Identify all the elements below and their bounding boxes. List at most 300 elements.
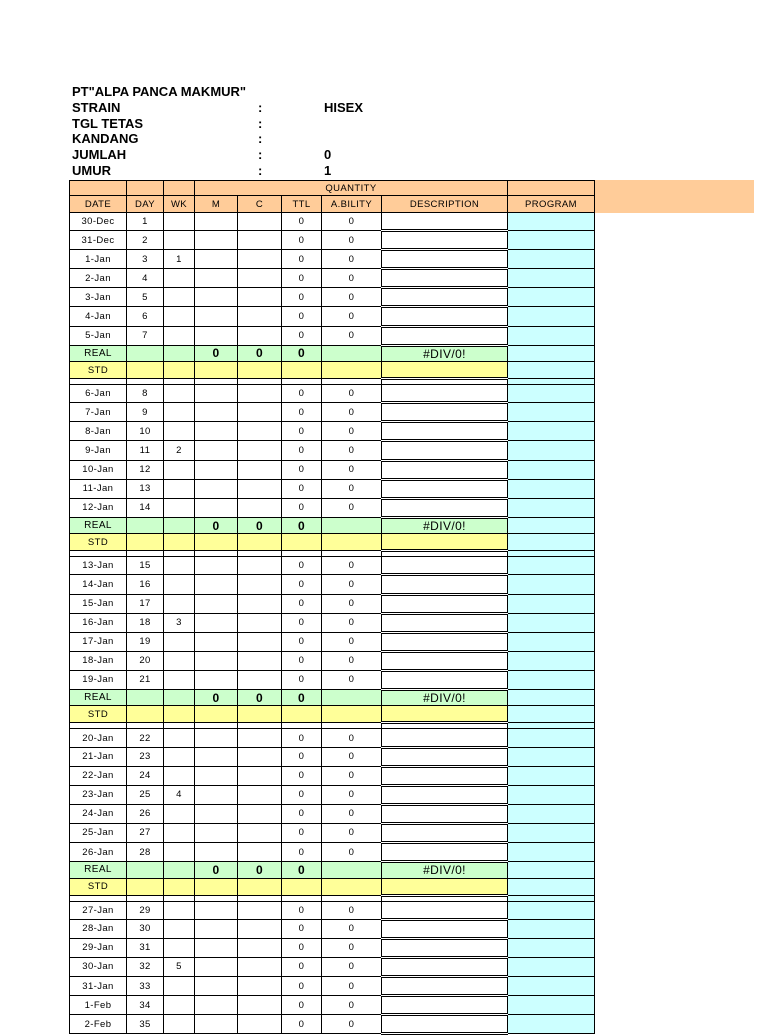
day-cell[interactable]: 25 bbox=[127, 785, 164, 804]
real-description-cell[interactable]: #DIV/0! bbox=[382, 862, 508, 879]
date-cell[interactable]: 9-Jan bbox=[70, 441, 127, 460]
ttl-cell[interactable]: 0 bbox=[282, 747, 322, 766]
ttl-cell[interactable]: 0 bbox=[282, 1015, 322, 1034]
day-cell[interactable]: 10 bbox=[127, 422, 164, 441]
m-cell[interactable] bbox=[195, 403, 238, 422]
std-description-cell[interactable] bbox=[382, 706, 508, 723]
ability-cell[interactable]: 0 bbox=[322, 385, 382, 403]
wk-cell[interactable] bbox=[164, 269, 195, 288]
std-label-cell[interactable]: STD bbox=[70, 362, 127, 379]
day-cell[interactable]: 8 bbox=[127, 385, 164, 403]
m-cell[interactable] bbox=[195, 231, 238, 250]
c-cell[interactable] bbox=[238, 479, 282, 498]
description-cell[interactable] bbox=[382, 613, 508, 632]
c-cell[interactable] bbox=[238, 422, 282, 441]
ttl-cell[interactable]: 0 bbox=[282, 441, 322, 460]
date-cell[interactable]: 31-Jan bbox=[70, 977, 127, 996]
std-ttl-cell[interactable] bbox=[282, 362, 322, 379]
day-cell[interactable]: 34 bbox=[127, 996, 164, 1015]
wk-cell[interactable] bbox=[164, 823, 195, 842]
day-cell[interactable]: 4 bbox=[127, 269, 164, 288]
program-cell[interactable] bbox=[508, 575, 595, 594]
day-cell[interactable]: 14 bbox=[127, 498, 164, 517]
description-cell[interactable] bbox=[382, 269, 508, 288]
real-c-cell[interactable]: 0 bbox=[238, 689, 282, 706]
program-cell[interactable] bbox=[508, 557, 595, 575]
real-c-cell[interactable]: 0 bbox=[238, 862, 282, 879]
description-cell[interactable] bbox=[382, 632, 508, 651]
ttl-cell[interactable]: 0 bbox=[282, 385, 322, 403]
program-cell[interactable] bbox=[508, 326, 595, 345]
program-cell[interactable] bbox=[508, 441, 595, 460]
m-cell[interactable] bbox=[195, 938, 238, 957]
ability-cell[interactable]: 0 bbox=[322, 307, 382, 326]
program-cell[interactable] bbox=[508, 823, 595, 842]
ability-cell[interactable]: 0 bbox=[322, 919, 382, 938]
day-cell[interactable]: 28 bbox=[127, 843, 164, 862]
date-cell[interactable]: 1-Feb bbox=[70, 996, 127, 1015]
std-label-cell[interactable]: STD bbox=[70, 706, 127, 723]
day-cell[interactable]: 32 bbox=[127, 957, 164, 976]
date-cell[interactable]: 21-Jan bbox=[70, 747, 127, 766]
c-cell[interactable] bbox=[238, 977, 282, 996]
m-cell[interactable] bbox=[195, 957, 238, 976]
description-cell[interactable] bbox=[382, 441, 508, 460]
ttl-cell[interactable]: 0 bbox=[282, 498, 322, 517]
day-cell[interactable]: 27 bbox=[127, 823, 164, 842]
description-cell[interactable] bbox=[382, 307, 508, 326]
c-cell[interactable] bbox=[238, 1015, 282, 1034]
date-cell[interactable]: 13-Jan bbox=[70, 557, 127, 575]
wk-cell[interactable]: 3 bbox=[164, 613, 195, 632]
day-cell[interactable]: 6 bbox=[127, 307, 164, 326]
wk-cell[interactable] bbox=[164, 747, 195, 766]
std-ability-cell[interactable] bbox=[322, 706, 382, 723]
c-cell[interactable] bbox=[238, 747, 282, 766]
ttl-cell[interactable]: 0 bbox=[282, 901, 322, 919]
program-cell[interactable] bbox=[508, 632, 595, 651]
m-cell[interactable] bbox=[195, 766, 238, 785]
ttl-cell[interactable]: 0 bbox=[282, 575, 322, 594]
wk-cell[interactable] bbox=[164, 670, 195, 689]
c-cell[interactable] bbox=[238, 213, 282, 231]
m-cell[interactable] bbox=[195, 498, 238, 517]
m-cell[interactable] bbox=[195, 804, 238, 823]
std-ability-cell[interactable] bbox=[322, 878, 382, 895]
real-c-cell[interactable]: 0 bbox=[238, 517, 282, 534]
std-c-cell[interactable] bbox=[238, 534, 282, 551]
m-cell[interactable] bbox=[195, 632, 238, 651]
program-cell[interactable] bbox=[508, 594, 595, 613]
ability-cell[interactable]: 0 bbox=[322, 479, 382, 498]
program-cell[interactable] bbox=[508, 901, 595, 919]
description-cell[interactable] bbox=[382, 938, 508, 957]
ability-cell[interactable]: 0 bbox=[322, 996, 382, 1015]
c-cell[interactable] bbox=[238, 575, 282, 594]
date-cell[interactable]: 28-Jan bbox=[70, 919, 127, 938]
std-wk-cell[interactable] bbox=[164, 534, 195, 551]
m-cell[interactable] bbox=[195, 441, 238, 460]
std-day-cell[interactable] bbox=[127, 878, 164, 895]
real-m-cell[interactable]: 0 bbox=[195, 689, 238, 706]
wk-cell[interactable] bbox=[164, 231, 195, 250]
ttl-cell[interactable]: 0 bbox=[282, 766, 322, 785]
description-cell[interactable] bbox=[382, 957, 508, 976]
real-m-cell[interactable]: 0 bbox=[195, 345, 238, 362]
description-cell[interactable] bbox=[382, 403, 508, 422]
c-cell[interactable] bbox=[238, 996, 282, 1015]
ttl-cell[interactable]: 0 bbox=[282, 957, 322, 976]
description-cell[interactable] bbox=[382, 422, 508, 441]
date-cell[interactable]: 5-Jan bbox=[70, 326, 127, 345]
ttl-cell[interactable]: 0 bbox=[282, 670, 322, 689]
description-cell[interactable] bbox=[382, 977, 508, 996]
c-cell[interactable] bbox=[238, 651, 282, 670]
description-cell[interactable] bbox=[382, 594, 508, 613]
ttl-cell[interactable]: 0 bbox=[282, 288, 322, 307]
description-cell[interactable] bbox=[382, 919, 508, 938]
c-cell[interactable] bbox=[238, 785, 282, 804]
ability-cell[interactable]: 0 bbox=[322, 651, 382, 670]
ability-cell[interactable]: 0 bbox=[322, 498, 382, 517]
ttl-cell[interactable]: 0 bbox=[282, 269, 322, 288]
date-cell[interactable]: 27-Jan bbox=[70, 901, 127, 919]
date-cell[interactable]: 3-Jan bbox=[70, 288, 127, 307]
m-cell[interactable] bbox=[195, 843, 238, 862]
m-cell[interactable] bbox=[195, 670, 238, 689]
std-m-cell[interactable] bbox=[195, 362, 238, 379]
ability-cell[interactable]: 0 bbox=[322, 632, 382, 651]
real-day-cell[interactable] bbox=[127, 862, 164, 879]
wk-cell[interactable] bbox=[164, 498, 195, 517]
ability-cell[interactable]: 0 bbox=[322, 460, 382, 479]
ability-cell[interactable]: 0 bbox=[322, 575, 382, 594]
day-cell[interactable]: 22 bbox=[127, 729, 164, 747]
description-cell[interactable] bbox=[382, 250, 508, 269]
real-ttl-cell[interactable]: 0 bbox=[282, 517, 322, 534]
std-program-cell[interactable] bbox=[508, 878, 595, 895]
real-wk-cell[interactable] bbox=[164, 345, 195, 362]
c-cell[interactable] bbox=[238, 670, 282, 689]
real-description-cell[interactable]: #DIV/0! bbox=[382, 345, 508, 362]
wk-cell[interactable] bbox=[164, 403, 195, 422]
program-cell[interactable] bbox=[508, 479, 595, 498]
ability-cell[interactable]: 0 bbox=[322, 823, 382, 842]
wk-cell[interactable] bbox=[164, 632, 195, 651]
m-cell[interactable] bbox=[195, 479, 238, 498]
ttl-cell[interactable]: 0 bbox=[282, 479, 322, 498]
date-cell[interactable]: 8-Jan bbox=[70, 422, 127, 441]
m-cell[interactable] bbox=[195, 729, 238, 747]
m-cell[interactable] bbox=[195, 250, 238, 269]
date-cell[interactable]: 4-Jan bbox=[70, 307, 127, 326]
real-c-cell[interactable]: 0 bbox=[238, 345, 282, 362]
wk-cell[interactable] bbox=[164, 326, 195, 345]
std-program-cell[interactable] bbox=[508, 362, 595, 379]
real-program-cell[interactable] bbox=[508, 862, 595, 879]
date-cell[interactable]: 16-Jan bbox=[70, 613, 127, 632]
c-cell[interactable] bbox=[238, 385, 282, 403]
m-cell[interactable] bbox=[195, 422, 238, 441]
day-cell[interactable]: 7 bbox=[127, 326, 164, 345]
c-cell[interactable] bbox=[238, 269, 282, 288]
std-m-cell[interactable] bbox=[195, 706, 238, 723]
description-cell[interactable] bbox=[382, 326, 508, 345]
ttl-cell[interactable]: 0 bbox=[282, 307, 322, 326]
ttl-cell[interactable]: 0 bbox=[282, 651, 322, 670]
ability-cell[interactable]: 0 bbox=[322, 747, 382, 766]
m-cell[interactable] bbox=[195, 594, 238, 613]
real-program-cell[interactable] bbox=[508, 517, 595, 534]
std-ttl-cell[interactable] bbox=[282, 706, 322, 723]
program-cell[interactable] bbox=[508, 231, 595, 250]
description-cell[interactable] bbox=[382, 651, 508, 670]
ability-cell[interactable]: 0 bbox=[322, 901, 382, 919]
wk-cell[interactable] bbox=[164, 804, 195, 823]
date-cell[interactable]: 15-Jan bbox=[70, 594, 127, 613]
m-cell[interactable] bbox=[195, 213, 238, 231]
wk-cell[interactable] bbox=[164, 288, 195, 307]
date-cell[interactable]: 25-Jan bbox=[70, 823, 127, 842]
day-cell[interactable]: 11 bbox=[127, 441, 164, 460]
wk-cell[interactable] bbox=[164, 575, 195, 594]
real-program-cell[interactable] bbox=[508, 689, 595, 706]
program-cell[interactable] bbox=[508, 996, 595, 1015]
ttl-cell[interactable]: 0 bbox=[282, 996, 322, 1015]
ability-cell[interactable]: 0 bbox=[322, 843, 382, 862]
m-cell[interactable] bbox=[195, 823, 238, 842]
ability-cell[interactable]: 0 bbox=[322, 250, 382, 269]
wk-cell[interactable] bbox=[164, 594, 195, 613]
ttl-cell[interactable]: 0 bbox=[282, 460, 322, 479]
date-cell[interactable]: 2-Feb bbox=[70, 1015, 127, 1034]
date-cell[interactable]: 22-Jan bbox=[70, 766, 127, 785]
day-cell[interactable]: 33 bbox=[127, 977, 164, 996]
c-cell[interactable] bbox=[238, 326, 282, 345]
date-cell[interactable]: 20-Jan bbox=[70, 729, 127, 747]
description-cell[interactable] bbox=[382, 213, 508, 231]
wk-cell[interactable]: 1 bbox=[164, 250, 195, 269]
ttl-cell[interactable]: 0 bbox=[282, 823, 322, 842]
day-cell[interactable]: 1 bbox=[127, 213, 164, 231]
c-cell[interactable] bbox=[238, 843, 282, 862]
c-cell[interactable] bbox=[238, 804, 282, 823]
ability-cell[interactable]: 0 bbox=[322, 269, 382, 288]
date-cell[interactable]: 19-Jan bbox=[70, 670, 127, 689]
c-cell[interactable] bbox=[238, 498, 282, 517]
std-program-cell[interactable] bbox=[508, 706, 595, 723]
wk-cell[interactable] bbox=[164, 977, 195, 996]
c-cell[interactable] bbox=[238, 288, 282, 307]
ttl-cell[interactable]: 0 bbox=[282, 919, 322, 938]
day-cell[interactable]: 18 bbox=[127, 613, 164, 632]
std-label-cell[interactable]: STD bbox=[70, 878, 127, 895]
description-cell[interactable] bbox=[382, 288, 508, 307]
wk-cell[interactable] bbox=[164, 213, 195, 231]
std-wk-cell[interactable] bbox=[164, 878, 195, 895]
real-ttl-cell[interactable]: 0 bbox=[282, 345, 322, 362]
description-cell[interactable] bbox=[382, 901, 508, 919]
day-cell[interactable]: 9 bbox=[127, 403, 164, 422]
program-cell[interactable] bbox=[508, 651, 595, 670]
m-cell[interactable] bbox=[195, 977, 238, 996]
ability-cell[interactable]: 0 bbox=[322, 422, 382, 441]
description-cell[interactable] bbox=[382, 557, 508, 575]
date-cell[interactable]: 30-Dec bbox=[70, 213, 127, 231]
ttl-cell[interactable]: 0 bbox=[282, 231, 322, 250]
day-cell[interactable]: 35 bbox=[127, 1015, 164, 1034]
day-cell[interactable]: 5 bbox=[127, 288, 164, 307]
ttl-cell[interactable]: 0 bbox=[282, 977, 322, 996]
c-cell[interactable] bbox=[238, 613, 282, 632]
ttl-cell[interactable]: 0 bbox=[282, 403, 322, 422]
std-description-cell[interactable] bbox=[382, 362, 508, 379]
program-cell[interactable] bbox=[508, 729, 595, 747]
real-label-cell[interactable]: REAL bbox=[70, 689, 127, 706]
m-cell[interactable] bbox=[195, 996, 238, 1015]
description-cell[interactable] bbox=[382, 575, 508, 594]
program-cell[interactable] bbox=[508, 804, 595, 823]
date-cell[interactable]: 7-Jan bbox=[70, 403, 127, 422]
ttl-cell[interactable]: 0 bbox=[282, 804, 322, 823]
c-cell[interactable] bbox=[238, 231, 282, 250]
program-cell[interactable] bbox=[508, 977, 595, 996]
ttl-cell[interactable]: 0 bbox=[282, 729, 322, 747]
program-cell[interactable] bbox=[508, 957, 595, 976]
m-cell[interactable] bbox=[195, 269, 238, 288]
ability-cell[interactable]: 0 bbox=[322, 804, 382, 823]
c-cell[interactable] bbox=[238, 460, 282, 479]
m-cell[interactable] bbox=[195, 1015, 238, 1034]
program-cell[interactable] bbox=[508, 670, 595, 689]
ability-cell[interactable]: 0 bbox=[322, 403, 382, 422]
program-cell[interactable] bbox=[508, 747, 595, 766]
wk-cell[interactable] bbox=[164, 919, 195, 938]
std-day-cell[interactable] bbox=[127, 706, 164, 723]
ability-cell[interactable]: 0 bbox=[322, 957, 382, 976]
real-ttl-cell[interactable]: 0 bbox=[282, 689, 322, 706]
real-wk-cell[interactable] bbox=[164, 689, 195, 706]
real-m-cell[interactable]: 0 bbox=[195, 517, 238, 534]
wk-cell[interactable] bbox=[164, 460, 195, 479]
ability-cell[interactable]: 0 bbox=[322, 785, 382, 804]
program-cell[interactable] bbox=[508, 919, 595, 938]
std-c-cell[interactable] bbox=[238, 362, 282, 379]
real-wk-cell[interactable] bbox=[164, 862, 195, 879]
day-cell[interactable]: 31 bbox=[127, 938, 164, 957]
c-cell[interactable] bbox=[238, 901, 282, 919]
wk-cell[interactable] bbox=[164, 938, 195, 957]
real-day-cell[interactable] bbox=[127, 517, 164, 534]
std-ttl-cell[interactable] bbox=[282, 878, 322, 895]
ability-cell[interactable]: 0 bbox=[322, 213, 382, 231]
std-day-cell[interactable] bbox=[127, 534, 164, 551]
description-cell[interactable] bbox=[382, 804, 508, 823]
date-cell[interactable]: 30-Jan bbox=[70, 957, 127, 976]
real-wk-cell[interactable] bbox=[164, 517, 195, 534]
c-cell[interactable] bbox=[238, 250, 282, 269]
ttl-cell[interactable]: 0 bbox=[282, 843, 322, 862]
program-cell[interactable] bbox=[508, 269, 595, 288]
day-cell[interactable]: 30 bbox=[127, 919, 164, 938]
real-description-cell[interactable]: #DIV/0! bbox=[382, 689, 508, 706]
m-cell[interactable] bbox=[195, 326, 238, 345]
program-cell[interactable] bbox=[508, 422, 595, 441]
day-cell[interactable]: 23 bbox=[127, 747, 164, 766]
ttl-cell[interactable]: 0 bbox=[282, 785, 322, 804]
m-cell[interactable] bbox=[195, 651, 238, 670]
real-day-cell[interactable] bbox=[127, 689, 164, 706]
day-cell[interactable]: 3 bbox=[127, 250, 164, 269]
real-day-cell[interactable] bbox=[127, 345, 164, 362]
std-m-cell[interactable] bbox=[195, 878, 238, 895]
date-cell[interactable]: 10-Jan bbox=[70, 460, 127, 479]
ttl-cell[interactable]: 0 bbox=[282, 632, 322, 651]
description-cell[interactable] bbox=[382, 670, 508, 689]
date-cell[interactable]: 29-Jan bbox=[70, 938, 127, 957]
date-cell[interactable]: 11-Jan bbox=[70, 479, 127, 498]
c-cell[interactable] bbox=[238, 403, 282, 422]
m-cell[interactable] bbox=[195, 288, 238, 307]
ttl-cell[interactable]: 0 bbox=[282, 557, 322, 575]
description-cell[interactable] bbox=[382, 823, 508, 842]
c-cell[interactable] bbox=[238, 441, 282, 460]
ability-cell[interactable]: 0 bbox=[322, 557, 382, 575]
ability-cell[interactable]: 0 bbox=[322, 1015, 382, 1034]
c-cell[interactable] bbox=[238, 557, 282, 575]
ability-cell[interactable]: 0 bbox=[322, 670, 382, 689]
program-cell[interactable] bbox=[508, 385, 595, 403]
ttl-cell[interactable]: 0 bbox=[282, 250, 322, 269]
day-cell[interactable]: 29 bbox=[127, 901, 164, 919]
program-cell[interactable] bbox=[508, 250, 595, 269]
real-label-cell[interactable]: REAL bbox=[70, 517, 127, 534]
real-m-cell[interactable]: 0 bbox=[195, 862, 238, 879]
day-cell[interactable]: 15 bbox=[127, 557, 164, 575]
description-cell[interactable] bbox=[382, 231, 508, 250]
program-cell[interactable] bbox=[508, 766, 595, 785]
wk-cell[interactable]: 5 bbox=[164, 957, 195, 976]
std-program-cell[interactable] bbox=[508, 534, 595, 551]
date-cell[interactable]: 24-Jan bbox=[70, 804, 127, 823]
std-ability-cell[interactable] bbox=[322, 534, 382, 551]
c-cell[interactable] bbox=[238, 766, 282, 785]
program-cell[interactable] bbox=[508, 403, 595, 422]
program-cell[interactable] bbox=[508, 460, 595, 479]
c-cell[interactable] bbox=[238, 919, 282, 938]
description-cell[interactable] bbox=[382, 385, 508, 403]
program-cell[interactable] bbox=[508, 785, 595, 804]
ability-cell[interactable]: 0 bbox=[322, 594, 382, 613]
program-cell[interactable] bbox=[508, 213, 595, 231]
real-ability-cell[interactable] bbox=[322, 862, 382, 879]
date-cell[interactable]: 1-Jan bbox=[70, 250, 127, 269]
ttl-cell[interactable]: 0 bbox=[282, 326, 322, 345]
m-cell[interactable] bbox=[195, 785, 238, 804]
m-cell[interactable] bbox=[195, 575, 238, 594]
ability-cell[interactable]: 0 bbox=[322, 441, 382, 460]
day-cell[interactable]: 17 bbox=[127, 594, 164, 613]
wk-cell[interactable] bbox=[164, 996, 195, 1015]
date-cell[interactable]: 6-Jan bbox=[70, 385, 127, 403]
program-cell[interactable] bbox=[508, 288, 595, 307]
date-cell[interactable]: 12-Jan bbox=[70, 498, 127, 517]
c-cell[interactable] bbox=[238, 632, 282, 651]
date-cell[interactable]: 31-Dec bbox=[70, 231, 127, 250]
real-ttl-cell[interactable]: 0 bbox=[282, 862, 322, 879]
wk-cell[interactable] bbox=[164, 1015, 195, 1034]
wk-cell[interactable] bbox=[164, 843, 195, 862]
